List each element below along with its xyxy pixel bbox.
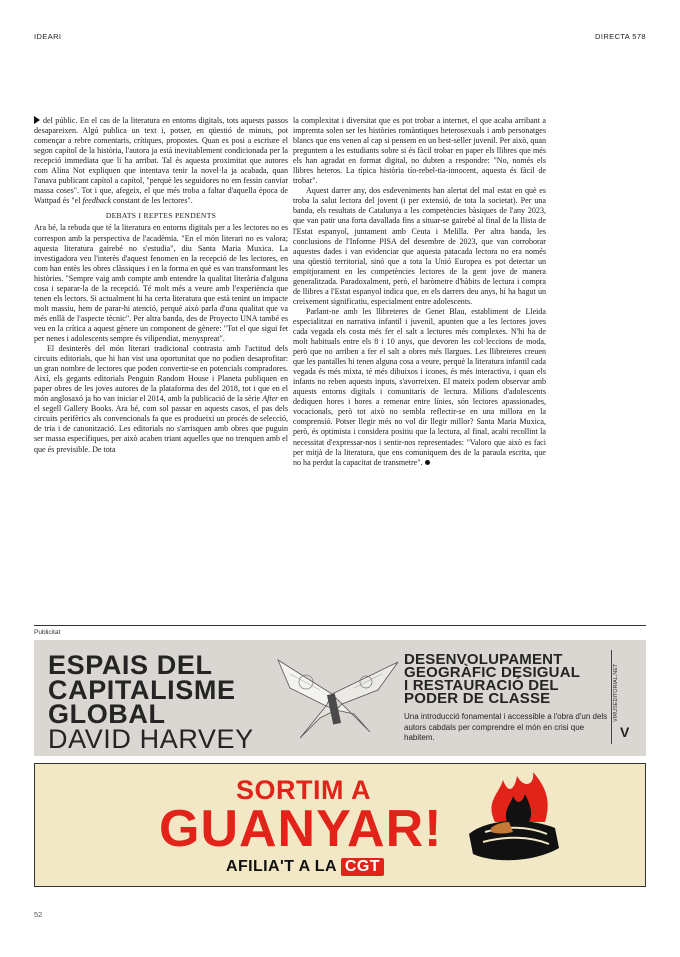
article-right-column [293,116,546,468]
ad-subtitle-line: PODER DE CLASSE [404,690,551,707]
ad-subtitle-line: DESENVOLUPAMENT [404,651,563,668]
union-advertisement[interactable] [34,763,646,887]
ad-subtitle-line: GEOGRÀFIC DESIGUAL [404,664,581,681]
ad-title-line: ESPAIS DEL [48,650,213,680]
subheading: DEBATS I REPTES PENDENTS [105,211,217,221]
ad-title-line: CAPITALISME [48,675,236,705]
issue-label: DIRECTA 578 [595,32,646,41]
ad-description: Una introducció fonamental i accessible a l'obra d'un dels autors cabdals per comprendre el món en crisi que habitem. [404,712,608,742]
article-paragraph: Parlant-ne amb les llibreteres de Genet Blau, establiment de Lleida especialitzat en narrativa infantil i juvenil, apunten que a les lectores joves cada vegada els costa més fer el salt a lectures més complexes. N'hi ha de molt habituals entre els 8 i 10 anys, que devoren les col·leccions de moda, però que no arriben a fer el salt a obres més llargues. Les llibreteres creuen que les pantalles hi tenen alguna cosa a veure, perquè la literatura infantil cada vegada és més mixta, té més dibuixos i icones, és més interactiva, i quan els infants no reben aquests inputs, s'avorreixen. El mateix podem observar amb aquests entorns digitals i comunitaris de lectura. Milions d'adolescents dediquen hores i hores a remenar entre línies, són lectores apassionades, vocacionals, però tot això no sembla reflectir-se en una millora en la comprensió. Potser llegir més no vol dir llegir millor? Santa Maria Muxica, però, és optimista i considera positiu que la lectura, al final, acabi recollint la necessitat d'expressar-nos i sentir-nos representades: "Valoro que això es faci per mitjà de la literatura, que ens comuniquem des de la paraula escrita, que no ha perdut la capacitat de transmetre". [293,306,546,467]
article-paragraph: Ara bé, la rebuda que té la literatura en entorns digitals per a les lectores no es correspon amb la perspectiva de l'acadèmia. "En el món literari no es valora; aquesta literatura gairebé no s'estudia", diu Santa Maria Muxica. La investigadora veu l'interès d'aquest fenomen en la recepció de les lectores, en com han entès les obres clàssiques i en la forma en què es van transformant les històries. "Sempre vaig amb compte amb entendre la qualitat literària d'alguna cosa i separar-la de la recepció. Té molt més a veure amb l'experiència que tenen els lectors. Si actualment hi ha certa literatura que està tenint un impacte molt massiu, hem de parar-hi atenció, perquè això parla d'una qualitat que va més enllà de l'aspecte tècnic". Per altra banda, des de Proyecto UNA també es veu en la crítica a aquest gènere un component de gènere: "Tot el que sigui fet per nenes i adolescents sempre és vilipendiat, menyspreat". [34,223,288,343]
ad-subtitle-line: I RESTAURACIÓ DEL [404,677,559,694]
end-of-article-icon [425,460,430,465]
fist-fire-icon [455,772,570,877]
publisher-url: VIRUSEDITORIAL.NET [613,663,619,722]
section-label: IDEARI [34,32,62,41]
divider [34,625,646,626]
ad-tagline: AFILIA'T A LA CGT [226,858,384,876]
banknote-butterfly-icon [270,654,408,746]
book-advertisement[interactable] [34,640,646,756]
cgt-logo: CGT [341,858,384,876]
article-paragraph: Aquest darrer any, dos esdeveniments han alertat del mal estat en què es troba la salut lectora del jovent (i per extensió, de tota la societat). Per una banda, els resultats de Catalunya a les competències bàsiques de l'any 2023, que van patir una forta davallada fins a situar-se gairebé al final de la llista de l'Estat espanyol, juntament amb Ceuta i Melilla. Per altra banda, les conclusions de l'Informe PISA del desembre de 2023, que van corroborar aquestes dades i van evidenciar que aquesta patacada lectora no era només una qüestió territorial, sinó que a tota la Unió Europea es pot detectar un empitjorament en les competències lectores de la gent jove de manera generalitzada. Paradoxalment, però, el baròmetre d'hàbits de lectura i compra de llibres a l'Estat espanyol indica que, en els darrers deu anys, hi ha hagut un creixement significatiu, especialment entre adolescents. [293,186,546,306]
publisher-logo: V [620,724,630,740]
advertising-label: Publicitat [34,629,61,636]
page-number: 52 [34,910,43,919]
ad-author: DAVID HARVEY [48,724,254,754]
continuation-arrow-icon [34,116,40,124]
article-paragraph: la complexitat i diversitat que es pot trobar a internet, el que acaba arribant a impremta solen ser les històries romàntiques heterosexuals i amb personatges blancs que ens venen al cap si pensem en un best-seller juvenil. Per això, quan preguntem a les estudiants sobre si és fàcil trobar en paper els llibres que més els han agradat en format digital, no dubten a respondre: "No, només els llibres heteros. La típica història tío-rebel-tia-innocent, aquesta és fàcil de trobar". [293,116,546,186]
ad-divider [611,650,612,744]
ad-headline-main: GUANYAR! [159,800,443,858]
ad-title-line: GLOBAL [48,699,166,729]
article-paragraph: El desinterès del món literari tradicional contrasta amb l'actitud dels circuits editorials, que hi han vist una oportunitat que no podien desaprofitar: un gran nombre de lectores que poden convertir-se en potencials compradores. Així, els gegants editorials Penguin Random House i Planeta publiquen en paper obres de les joves autores de la plataforma des del 2018, tot i que en el món anglosaxó ja ho van iniciar el 2014, amb la publicació de la sèrie After en el segell Gallery Books. Ara bé, com sol passar en aquests casos, el pas dels circuits perifèrics als convencionals fa que es produeixi un procés de selecció, de tria i de canonització. Les editorials no s'arrisquen amb obres que puguin ser massa específiques, per això acaben triant aquelles que no trenquen amb el que és previsible. De tota [34,344,289,454]
ad-headline-top: SORTIM A [236,775,371,805]
article-left-column [34,116,288,455]
article-paragraph: del públic. En el cas de la literatura en entorns digitals, tots aquests passos desapareixen. Algú publica un text i, potser, en qüestió de minuts, pot començar a rebre comentaris, crítiques, propostes. Quan es posi a escriure el segon capítol de la història, l'autora ja està inevitablement condicionada per la recepció immediata que li ha arribat. Tal és aquesta proximitat que autores com Alina Not expliquen que intentava tenir la novel·la ja acabada, quan l'anava publicant capítol a capítol, "perquè les seguidores no em fessin canviar massa coses". Tot i que, afegeix, el que més troba a faltar d'aquella època de Wattpad és "el feedback constant de les lectores". [34,116,288,206]
